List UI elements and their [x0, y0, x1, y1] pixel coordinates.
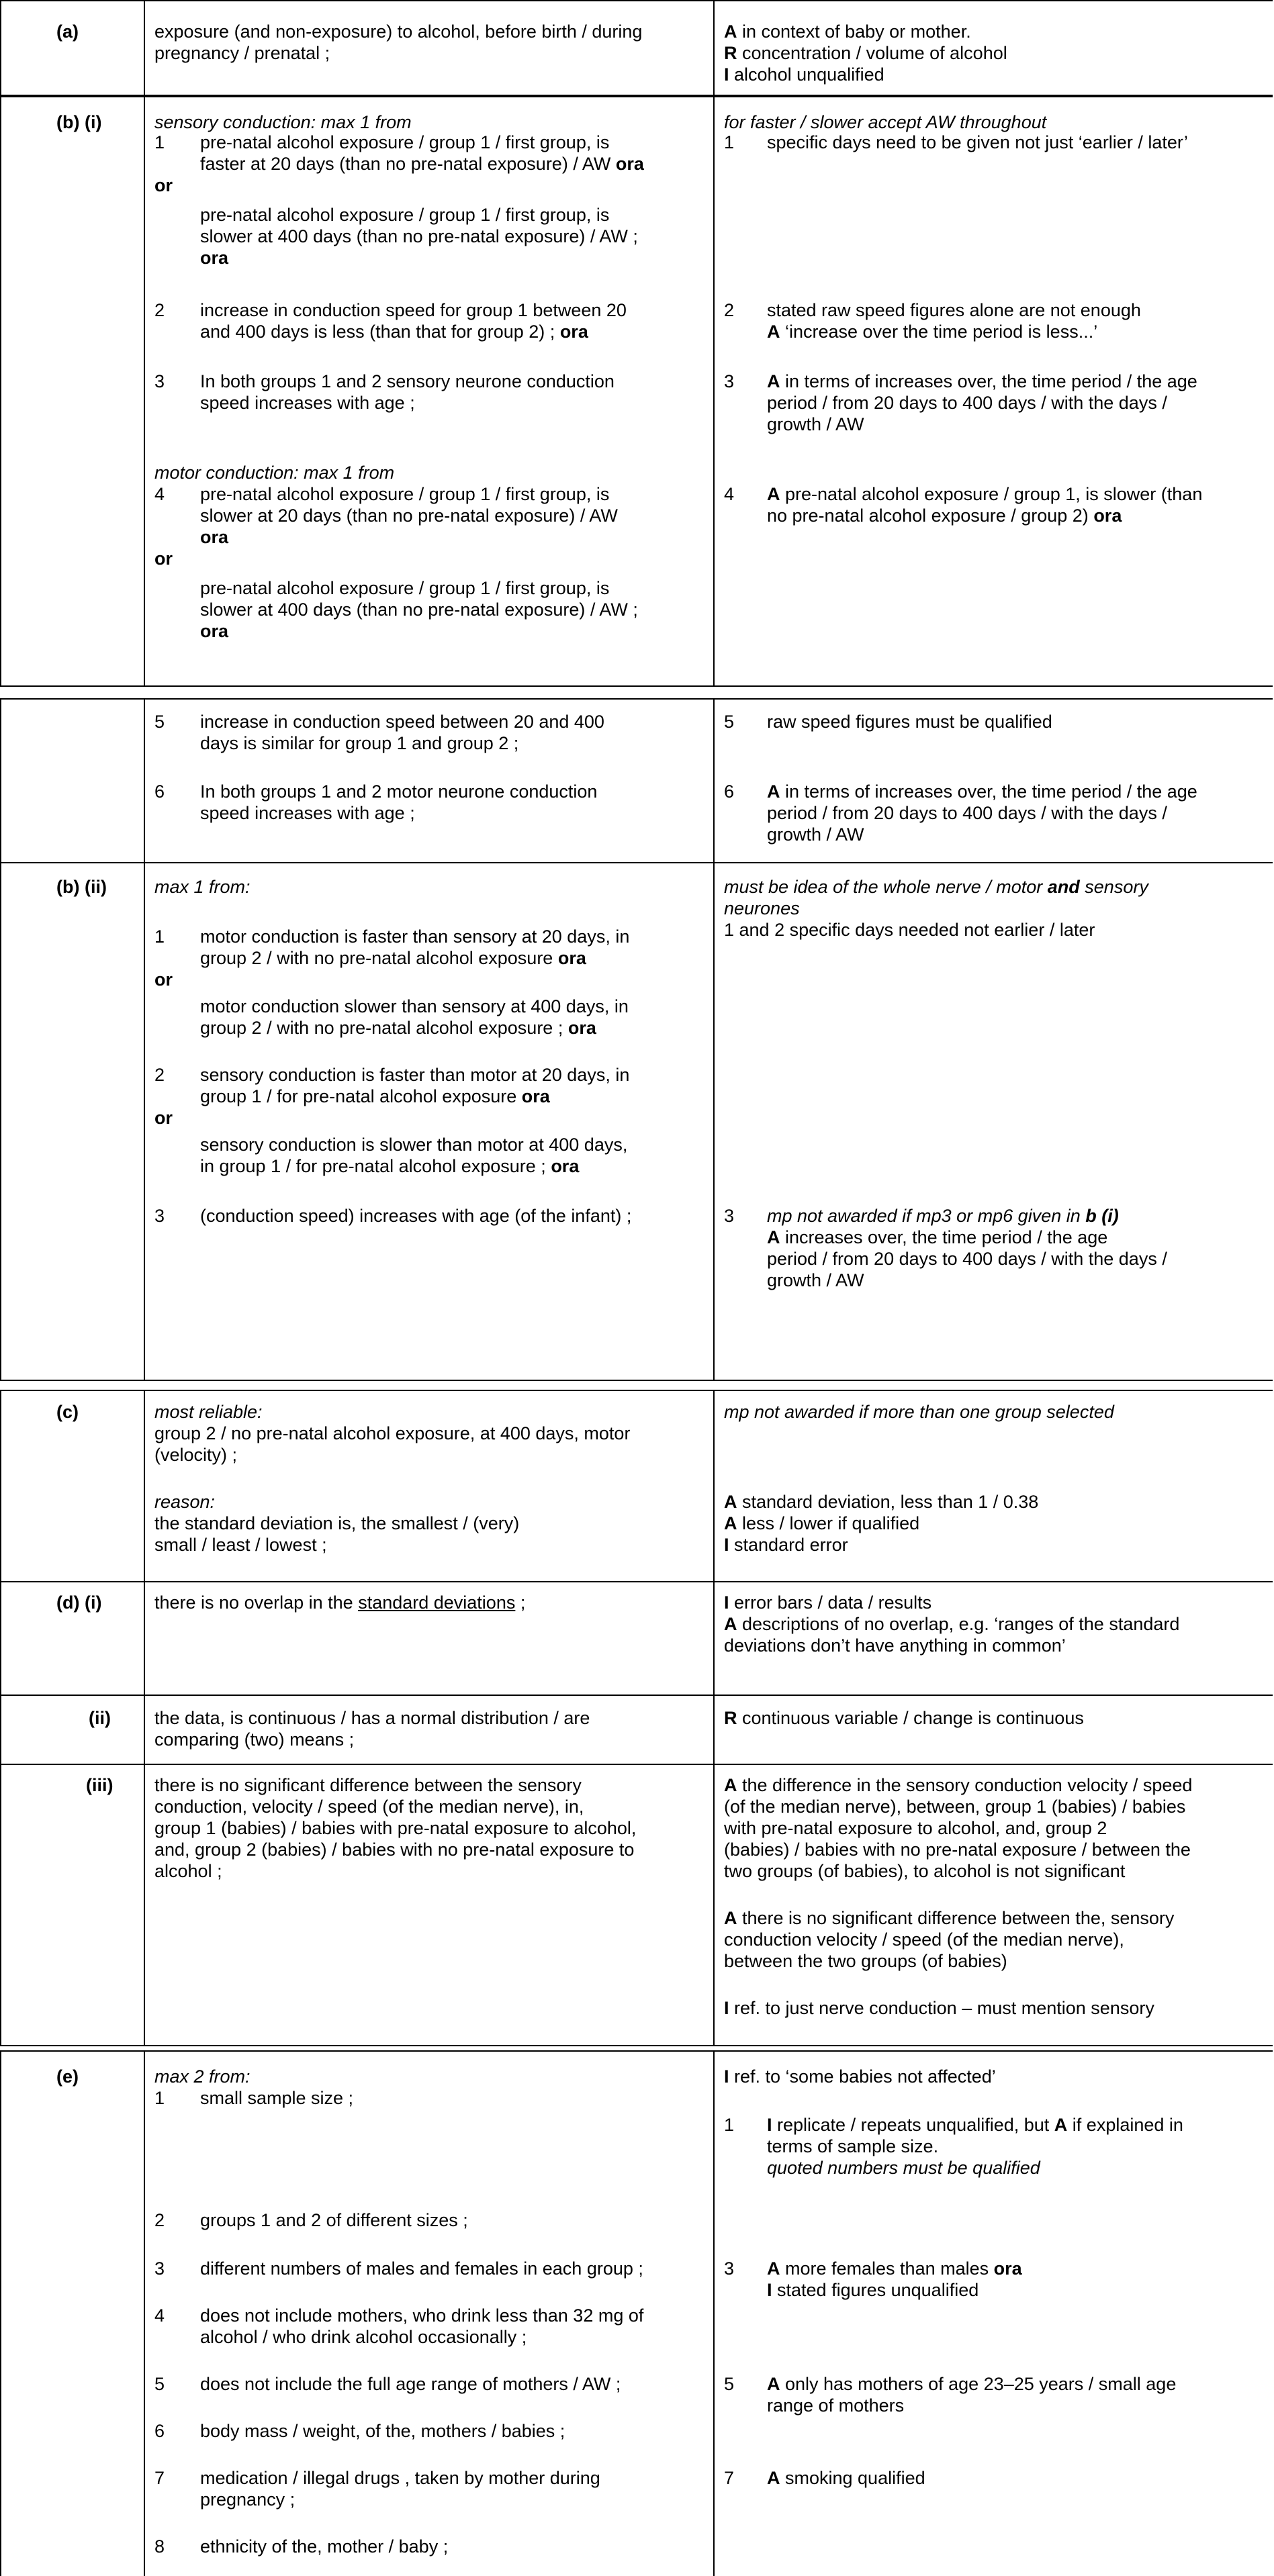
question-e-block — [0, 2050, 1273, 2576]
answer-line: sensory conduction is faster than motor at 20 days, in — [200, 1065, 630, 1085]
point-number: 3 — [154, 1206, 165, 1226]
section-heading: reason: — [154, 1492, 216, 1512]
answer-line: there is no significant difference between the sensory — [154, 1775, 582, 1795]
answer-line: slower at 400 days (than no pre-natal exposure) / AW ; — [200, 600, 638, 620]
guidance-line: A in context of baby or mother. — [724, 21, 971, 42]
guidance-heading: I ref. to ‘some babies not affected’ — [724, 2066, 996, 2087]
guidance-heading: for faster / slower accept AW throughout — [724, 112, 1047, 132]
guidance-line: no pre-natal alcohol exposure / group 2) ora — [767, 506, 1122, 526]
guidance-line: two groups (of babies), to alcohol is not significant — [724, 1861, 1126, 1881]
answer-line: increase in conduction speed between 20 and 400 — [200, 712, 604, 732]
guidance-line: I error bars / data / results — [724, 1592, 932, 1613]
answer-line: sensory conduction is slower than motor at 400 days, — [200, 1135, 628, 1155]
section-heading: sensory conduction: max 1 from — [154, 112, 412, 132]
guidance-line: A standard deviation, less than 1 / 0.38 — [724, 1492, 1039, 1512]
answer-line: faster at 20 days (than no pre-natal exposure) / AW ora — [200, 154, 644, 174]
point-number: 2 — [154, 2210, 165, 2230]
guidance-line: A ‘increase over the time period is less...’ — [767, 322, 1098, 342]
point-number: 3 — [724, 371, 735, 391]
guidance-line: A in terms of increases over, the time period / the age — [767, 371, 1197, 391]
point-number: 1 — [154, 132, 165, 152]
answer-line: slower at 20 days (than no pre-natal exposure) / AW — [200, 506, 618, 526]
section-heading: motor conduction: max 1 from — [154, 463, 395, 483]
guidance-line: R continuous variable / change is continuous — [724, 1708, 1084, 1728]
guidance-line: stated raw speed figures alone are not enough — [767, 300, 1141, 320]
guidance-line: A smoking qualified — [767, 2468, 925, 2488]
answer-line: In both groups 1 and 2 sensory neurone conduction — [200, 371, 615, 391]
or-separator: or — [154, 1108, 173, 1128]
guidance-line: (babies) / babies with no pre-natal exposure / between the — [724, 1840, 1191, 1860]
answer-line: pre-natal alcohol exposure / group 1 / first group, is — [200, 578, 610, 598]
guidance-line: specific days need to be given not just ‘earlier / later’ — [767, 132, 1188, 152]
answer-line: motor conduction slower than sensory at 400 days, in — [200, 996, 629, 1016]
point-number: 4 — [154, 2305, 165, 2326]
point-number: 1 — [724, 2115, 735, 2135]
question-label: (c) — [56, 1402, 79, 1422]
guidance-line: raw speed figures must be qualified — [767, 712, 1052, 732]
point-number: 3 — [154, 2258, 165, 2279]
guidance-line: I ref. to just nerve conduction – must mention sensory — [724, 1998, 1154, 2018]
question-label: (b) (ii) — [56, 877, 107, 897]
guidance-line: growth / AW — [767, 824, 864, 845]
guidance-line: I alcohol unqualified — [724, 64, 884, 85]
answer-line: and 400 days is less (than that for group 2) ; ora — [200, 322, 588, 342]
guidance-heading: must be idea of the whole nerve / motor and sensory — [724, 877, 1148, 897]
guidance-line: with pre-natal exposure to alcohol, and, group 2 — [724, 1818, 1107, 1838]
guidance-line: A pre-natal alcohol exposure / group 1, is slower (than — [767, 484, 1203, 504]
answer-line: does not include the full age range of mothers / AW ; — [200, 2374, 621, 2394]
guidance-line: deviations don’t have anything in common’ — [724, 1635, 1066, 1656]
point-number: 2 — [154, 300, 165, 320]
guidance-line: conduction velocity / speed (of the median nerve), — [724, 1929, 1124, 1950]
answer-line: pre-natal alcohol exposure / group 1 / first group, is — [200, 484, 610, 504]
question-c-d-block — [0, 1390, 1273, 2046]
guidance-line: growth / AW — [767, 414, 864, 434]
question-label: (a) — [56, 21, 79, 42]
point-number: 7 — [724, 2468, 735, 2488]
point-number: 1 — [154, 2088, 165, 2108]
guidance-line: A there is no significant difference between the, sensory — [724, 1908, 1175, 1928]
guidance-line: A increases over, the time period / the age — [767, 1227, 1108, 1247]
guidance-line: (of the median nerve), between, group 1 (babies) / babies — [724, 1797, 1186, 1817]
guidance-line: range of mothers — [767, 2395, 905, 2416]
guidance-line: A more females than males ora — [767, 2258, 1022, 2279]
answer-line: group 2 / with no pre-natal alcohol exposure ora — [200, 948, 586, 968]
answer-line: motor conduction is faster than sensory at 20 days, in — [200, 926, 630, 947]
answer-line: body mass / weight, of the, mothers / babies ; — [200, 2421, 565, 2441]
guidance-heading: neurones — [724, 898, 800, 918]
answer-line: group 2 / with no pre-natal alcohol exposure ; ora — [200, 1018, 596, 1038]
guidance-line: A less / lower if qualified — [724, 1513, 920, 1533]
answer-line: alcohol ; — [154, 1861, 222, 1881]
or-separator: or — [154, 175, 173, 195]
guidance-line: growth / AW — [767, 1270, 864, 1290]
answer-line: and, group 2 (babies) / babies with no pre-natal exposure to — [154, 1840, 635, 1860]
or-separator: or — [154, 969, 173, 990]
point-number: 5 — [724, 2374, 735, 2394]
answer-line: does not include mothers, who drink less than 32 mg of — [200, 2305, 644, 2326]
answer-line: In both groups 1 and 2 motor neurone conduction — [200, 781, 598, 802]
answer-line: (conduction speed) increases with age (of the infant) ; — [200, 1206, 632, 1226]
guidance-line: terms of sample size. — [767, 2136, 939, 2156]
answer-line: group 1 (babies) / babies with pre-natal exposure to alcohol, — [154, 1818, 637, 1838]
answer-line: there is no overlap in the standard deviations ; — [154, 1592, 526, 1613]
ora-label: ora — [200, 621, 229, 641]
ora-label: ora — [200, 248, 229, 268]
point-number: 6 — [154, 781, 165, 802]
point-number: 3 — [724, 1206, 735, 1226]
answer-line: pregnancy / prenatal ; — [154, 43, 330, 63]
guidance-line: A only has mothers of age 23–25 years / small age — [767, 2374, 1177, 2394]
question-label: (iii) — [86, 1775, 113, 1795]
point-number: 5 — [724, 712, 735, 732]
guidance-line: period / from 20 days to 400 days / with the days / — [767, 803, 1167, 823]
answer-line: pregnancy ; — [200, 2489, 295, 2510]
guidance-note: quoted numbers must be qualified — [767, 2158, 1040, 2178]
guidance-line: I standard error — [724, 1535, 848, 1555]
guidance-line: between the two groups (of babies) — [724, 1951, 1007, 1971]
point-number: 1 — [154, 926, 165, 947]
point-number: 2 — [724, 300, 735, 320]
answer-line: comparing (two) means ; — [154, 1729, 355, 1750]
section-heading: most reliable: — [154, 1402, 263, 1422]
answer-line: groups 1 and 2 of different sizes ; — [200, 2210, 468, 2230]
answer-line: (velocity) ; — [154, 1445, 238, 1465]
answer-line: group 1 / for pre-natal alcohol exposure ora — [200, 1086, 550, 1106]
answer-line: pre-natal alcohol exposure / group 1 / first group, is — [200, 205, 610, 225]
question-label: (ii) — [89, 1708, 111, 1728]
section-heading: max 2 from: — [154, 2066, 251, 2087]
answer-line: alcohol / who drink alcohol occasionally ; — [200, 2327, 527, 2347]
guidance-line: I replicate / repeats unqualified, but A if explained in — [767, 2115, 1183, 2135]
guidance-note: mp not awarded if more than one group selected — [724, 1402, 1114, 1422]
answer-line: conduction, velocity / speed (of the median nerve), in, — [154, 1797, 584, 1817]
point-number: 5 — [154, 2374, 165, 2394]
question-bii-block — [0, 698, 1273, 1381]
question-label: (b) (i) — [56, 112, 102, 132]
section-heading: max 1 from: — [154, 877, 251, 897]
answer-line: the data, is continuous / has a normal distribution / are — [154, 1708, 590, 1728]
question-label: (e) — [56, 2066, 79, 2087]
question-label: (d) (i) — [56, 1592, 102, 1613]
answer-line: speed increases with age ; — [200, 803, 415, 823]
answer-line: ethnicity of the, mother / baby ; — [200, 2536, 449, 2557]
guidance-line: R concentration / volume of alcohol — [724, 43, 1007, 63]
point-number: 4 — [724, 484, 735, 504]
point-number: 2 — [154, 1065, 165, 1085]
answer-line: medication / illegal drugs , taken by mother during — [200, 2468, 600, 2488]
point-number: 8 — [154, 2536, 165, 2557]
answer-line: days is similar for group 1 and group 2 ; — [200, 733, 519, 753]
ora-label: ora — [200, 527, 229, 547]
question-bi-block — [0, 96, 1273, 687]
guidance-line: 1 and 2 specific days needed not earlier / later — [724, 920, 1095, 940]
guidance-line: A descriptions of no overlap, e.g. ‘ranges of the standard — [724, 1614, 1180, 1634]
answer-line: group 2 / no pre-natal alcohol exposure, at 400 days, motor — [154, 1423, 631, 1443]
answer-line: in group 1 / for pre-natal alcohol exposure ; ora — [200, 1156, 580, 1176]
guidance-line: I stated figures unqualified — [767, 2280, 979, 2300]
point-number: 3 — [154, 371, 165, 391]
guidance-line: A in terms of increases over, the time period / the age — [767, 781, 1197, 802]
answer-line: the standard deviation is, the smallest / (very) — [154, 1513, 520, 1533]
answer-line: slower at 400 days (than no pre-natal exposure) / AW ; — [200, 226, 638, 246]
answer-line: exposure (and non-exposure) to alcohol, before birth / during — [154, 21, 643, 42]
point-number: 3 — [724, 2258, 735, 2279]
answer-line: speed increases with age ; — [200, 393, 415, 413]
guidance-line: period / from 20 days to 400 days / with the days / — [767, 393, 1167, 413]
point-number: 7 — [154, 2468, 165, 2488]
guidance-note: mp not awarded if mp3 or mp6 given in b (i) — [767, 1206, 1119, 1226]
question-a-block — [0, 0, 1273, 96]
answer-line: small sample size ; — [200, 2088, 354, 2108]
point-number: 6 — [724, 781, 735, 802]
answer-line: different numbers of males and females in each group ; — [200, 2258, 643, 2279]
or-separator: or — [154, 548, 173, 569]
point-number: 4 — [154, 484, 165, 504]
answer-line: small / least / lowest ; — [154, 1535, 327, 1555]
guidance-line: period / from 20 days to 400 days / with the days / — [767, 1249, 1167, 1269]
answer-line: increase in conduction speed for group 1 between 20 — [200, 300, 627, 320]
point-number: 6 — [154, 2421, 165, 2441]
point-number: 1 — [724, 132, 735, 152]
point-number: 5 — [154, 712, 165, 732]
guidance-line: A the difference in the sensory conduction velocity / speed — [724, 1775, 1193, 1795]
answer-line: pre-natal alcohol exposure / group 1 / first group, is — [200, 132, 610, 152]
